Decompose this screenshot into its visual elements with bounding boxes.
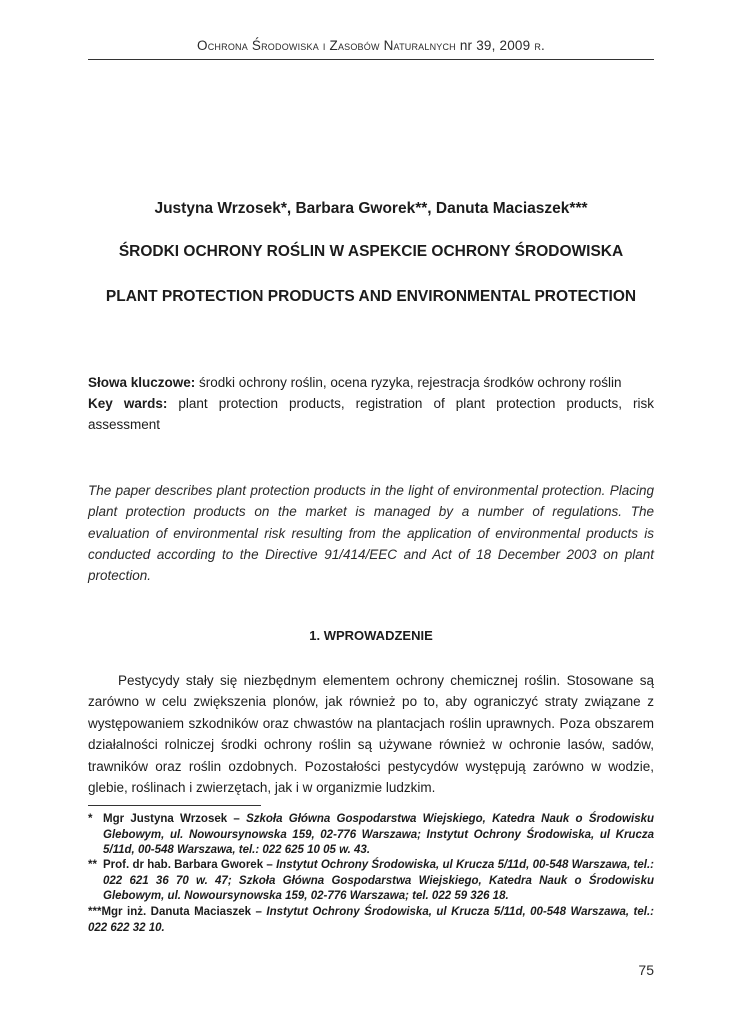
section-heading: 1. WPROWADZENIE <box>309 628 433 643</box>
running-head <box>88 38 654 53</box>
keywords-english <box>88 393 654 435</box>
footnote-author-2 <box>88 858 654 905</box>
page-number: 75 <box>638 962 654 978</box>
footnote-mark: ** <box>88 859 97 871</box>
footnote-mark: * <box>88 813 93 825</box>
journal-title: Ochrona Środowiska i Zasobów Naturalnych <box>197 38 456 53</box>
issue-suffix: r. <box>534 38 545 53</box>
footnote-body <box>103 812 654 859</box>
footnote-name: Prof. dr hab. Barbara Gworek <box>103 859 264 871</box>
footnote-affiliation: Instytut Ochrony Środowiska, ul Krucza 5/11d, 00-548 Warszawa, tel.: 022 621 36 70 w. 47; Szkoła Główna Gospodarstwa Wiejskiego, Katedra Nauk o Środowisku Glebowym, ul. Nowoursynowska 159, 02-776 Warszawa; tel. 022 59 326 18. <box>103 859 654 902</box>
issue-number: nr 39, 2009 <box>459 38 531 53</box>
footnote-affiliation: Instytut Ochrony Środowiska, ul Krucza 5/11d, 00-548 Warszawa, tel.: 022 622 32 10. <box>88 906 654 934</box>
footnote-author-3 <box>88 905 654 936</box>
header-rule <box>88 59 654 60</box>
footnote-dash: – <box>266 859 273 871</box>
abstract: The paper describes plant protection products in the light of environmental protection. Placing plant protection products on the market is managed by a number of regulations. The evaluation of environmental risk resulting from the application of environmental products is conducted according to the Directive 91/414/EEC and Act of 18 December 2003 on plant protection. <box>88 483 654 584</box>
keywords-polish <box>88 372 654 393</box>
footnote-name: Mgr inż. Danuta Maciaszek <box>101 906 252 918</box>
footnote-dash: – <box>255 906 262 918</box>
title-polish: ŚRODKI OCHRONY ROŚLIN W ASPEKCIE OCHRONY ŚRODOWISKA <box>118 243 624 260</box>
keywords-english-text: plant protection products, registration of plant protection products, risk assessment <box>88 396 654 432</box>
footnote-rule <box>88 805 261 806</box>
title-english: PLANT PROTECTION PRODUCTS AND ENVIRONMENTAL PROTECTION <box>105 288 637 305</box>
footnote-dash: – <box>233 813 240 825</box>
footnote-author-1 <box>88 812 654 859</box>
footnote-mark: *** <box>88 906 102 918</box>
body-paragraph: Pestycydy stały się niezbędnym elementem ochrony chemicznej roślin. Stosowane są zarówno w celu zwiększenia plonów, jak również po to, aby ograniczyć straty związane z występowaniem szkodników oraz chwastów na plantacjach roślin uprawnych. Poza obszarem działalności rolniczej środki ochrony roślin są używane również w ochronie lasów, sadów, trawników oraz roślin ozdobnych. Pozostałości pestycydów występują zarówno w wodzie, glebie, roślinach i zwierzętach, jak i w organizmie ludzkim. <box>88 673 654 796</box>
footnote-body <box>103 858 654 905</box>
authors: Justyna Wrzosek*, Barbara Gworek**, Danuta Maciaszek*** <box>154 200 588 217</box>
keywords-english-label: Key wards: <box>88 396 168 411</box>
keywords-polish-text: środki ochrony roślin, ocena ryzyka, rejestracja środków ochrony roślin <box>199 375 622 390</box>
footnote-name: Mgr Justyna Wrzosek <box>103 813 228 825</box>
keywords-polish-label: Słowa kluczowe: <box>88 375 196 390</box>
footnote-body <box>88 905 654 936</box>
footnote-affiliation: Szkoła Główna Gospodarstwa Wiejskiego, Katedra Nauk o Środowisku Glebowym, ul. Nowoursynowska 159, 02-776 Warszawa; Instytut Ochrony Środowiska, ul Krucza 5/11d, 00-548 Warszawa, tel.: 022 625 10 05 w. 43. <box>103 813 655 856</box>
